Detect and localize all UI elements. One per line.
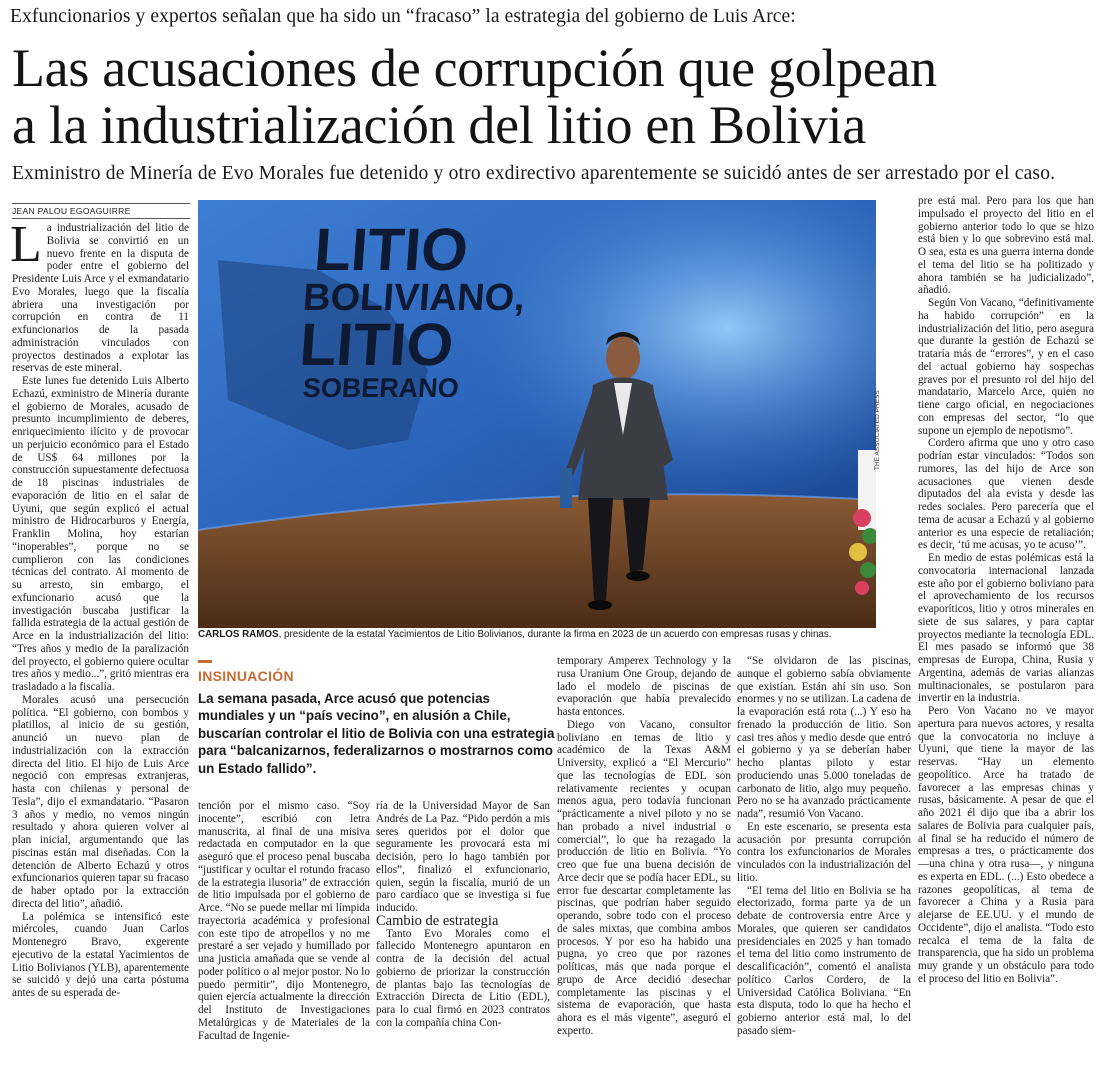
headline	[12, 40, 1092, 154]
paragraph: En medio de estas polémicas está la convocatoria internacional lanzada este año por el gobierno boliviano para el aprovechamiento de los recursos evaporíticos, litio y otros minerales en siete de sus salares, y para captar proyectos mediante la tecnología EDL. El mes pasado se informó que 38 empresas de Europa, China, Rusia y Argentina, además de varias alianzas multinacionales, se postularon para invertir en la industria.	[918, 552, 1094, 705]
screen-text-1: LITIO	[312, 216, 471, 283]
box-label: INSINUACIÓN	[198, 668, 294, 684]
headline-line-2: a la industrialización del litio en Bolivia	[12, 95, 866, 155]
paragraph: “Se olvidaron de las piscinas, aunque el gobierno sabía obviamente que existían. Están ahí sin uso. Son enormes y no se utilizan. La cadena de la evaporación está rota (...) Y eso ha frenado la producción de litio. Son casi tres años y medio desde que entró el gobierno y ya se deberían haber hecho plantas piloto y estar produciendo unas 5.000 toneladas de carbonato de litio, algo muy pequeño. Pero no se ha avanzado prácticamente nada”, resumió Von Vacano.	[737, 655, 911, 820]
paragraph: Cordero afirma que uno y otro caso podrían estar vinculados: “Todos son rumores, las del hijo de Arce son acusaciones que vienen desde diputados del ala evista y desde las redes sociales. Pero parecería que el tema de acusar a Echazú y al gobierno anterior es una especie de retaliación; es decir, ‘tú me acusas, yo te acuso’”.	[918, 437, 1094, 552]
screen-text-3: LITIO	[297, 311, 456, 378]
column-5	[737, 655, 911, 1038]
main-photo	[198, 200, 876, 628]
paragraph: Morales acusó una persecución política. “El gobierno, con bombos y platillos, al inicio de su gestión, anunció un nuevo plan de industrialización con la extracción directa del litio. El hijo de Luis Arce negoció con empresas extranjeras, hasta con chilenas y personal de Tesla”, dijo el exmandatario. “Pasaron 3 años y medio, no vemos ningún resultado y ahora quieren volver al plan inicial, argumentando que las piscinas están mal diseñadas. Con la detención de Alberto Echazú y otros exfuncionarios quieren tapar su fracaso de haber optado por la extracción directa del litio”, añadió.	[12, 693, 189, 910]
screen-text-4: SOBERANO	[301, 373, 460, 403]
drop-cap: L	[10, 216, 42, 273]
byline: JEAN PALOU EGOAGUIRRE	[12, 203, 190, 219]
paragraph: Tanto Evo Morales como el fallecido Montenegro apuntaron en contra de la decisión del actual gobierno de priorizar la construcción de plantas bajo las tecnologías de Extracción Directa de Litio (EDL), para lo cual firmó en 2023 contratos con la compañía china Con-	[376, 927, 550, 1029]
paragraph	[10, 216, 189, 375]
screen-text-2: BOLIVIANO,	[301, 277, 527, 319]
paragraph: Diego von Vacano, consultor boliviano en temas de litio y académico de la Texas A&M University, explicó a “El Mercurio” que las tecnologías de EDL son relativamente recientes y ocupan menos agua, pero todavía funcionan “prácticamente a nivel piloto y no se han probado a nivel industrial o comercial”, lo que ha rezagado la producción de litio en Bolivia. “Yo creo que fue una buena decisión de Arce decir que se podía hacer EDL, su error fue descartar completamente las piscinas, que podrían haber seguido operando, sobre todo con el proceso de sales mixtas, que combina ambos procesos. Y por eso ha habido una pugna, yo creo que por razones políticas, más que nada porque el grupo de Arce decidió desechar completamente las piscinas y el sistema de evaporación, que hasta ahora es el más vigente”, aseguró el experto.	[557, 718, 731, 1037]
column-1	[10, 216, 189, 1000]
paragraph: La polémica se intensificó este miércoles, cuando Juan Carlos Montenegro Bravo, exgerente ejecutivo de la estatal Yacimientos de Litio Bolivianos (YLB), aparentemente se suicidó y dejó una carta póstuma antes de su esperada de-	[12, 910, 189, 999]
paragraph: Este lunes fue detenido Luis Alberto Echazú, exministro de Minería durante el gobierno de Morales, acusado de presunto incumplimiento de deberes, enriquecimiento ilícito y de provocar un perjuicio económico para el Estado de US$ 64 millones por la construcción supuestamente defectuosa de 18 piscinas industriales de evaporación de litio en el salar de Uyuni, que según explicó el actual ministro de Hidrocarburos y Energía, Franklin Molina, hoy estarían “inoperables”, porque no se cumplieron con las condiciones técnicas del contrato. Al momento de su arresto, sin embargo, el exfuncionario acusó que la investigación buscaba justificar la fallida estrategia de la actual gestión de Arce en la industrialización del litio: “Tres años y medio de la paralización del proyecto, el gobierno quiere ocultar tres años y medio...”, gritó mientras era trasladado a la fiscalía.	[12, 375, 189, 693]
paragraph: Pero Von Vacano no ve mayor apertura para nuevos actores, y resalta que la convocatoria no incluye a Uyuni, que tiene la mayor de las reservas. “Hay un elemento geopolítico. Arce ha tratado de favorecer a las empresas chinas y rusas, básicamente. A pesar de que el año 2021 él dijo que iba a abrir los salares de Bolivia para cualquier país, al final se ha reducido el número de empresas a tres, o prácticamente dos —una china y otra rusa—, y ninguna es experta en EDL. (...) Esto obedece a razones geopolíticas, al tema de favorecer a China y a Rusia para alejarse de EE.UU. y el mundo de Occidente”, dijo el analista. “Todo esto recalca el tema de la falta de transparencia, que ha sido un problema muy grande y un obstáculo para todo el proceso del litio en Bolivia”.	[918, 705, 1094, 985]
deck: Exministro de Minería de Evo Morales fue detenido y otro exdirectivo aparentemente se suicidó antes de ser arrestado por el caso.	[12, 163, 1056, 184]
column-6	[918, 195, 1094, 986]
box-rule	[198, 660, 212, 663]
headline-line-1: Las acusaciones de corrupción que golpean	[12, 38, 937, 98]
photo-credit: THE ASSOCIATED PRESS	[874, 390, 881, 470]
paragraph-text: a industrialización del litio de Bolivia se convirtió en un nuevo frente en la disputa de poder entre el gobierno del Presidente Luis Arce y el exmandatario Evo Morales, luego que la fiscalía abriera una investigación por corrupción en contra de 11 exfuncionarios de la pasada administración vinculados con proyectos destinados a explotar las reservas de este mineral.	[12, 222, 189, 375]
photo-illustration	[198, 200, 876, 628]
pull-quote: La semana pasada, Arce acusó que potencias mundiales y un “país vecino”, en alusión a Chile, buscarían controlar el litio de Bolivia con una estrategia para “balcanizarnos, federalizarnos o mostrarnos como un Estado fallido”.	[198, 691, 555, 776]
kicker: Exfuncionarios y expertos señalan que ha sido un “fracaso” la estrategia del gobierno de Luis Arce:	[10, 6, 796, 27]
column-4	[557, 655, 731, 1038]
column-3	[376, 800, 550, 1030]
column-2	[198, 800, 370, 1042]
photo-caption	[198, 629, 888, 640]
subheading: Cambio de estrategia	[376, 912, 499, 929]
paragraph: pre está mal. Pero para los que han impulsado el proyecto del litio en el gobierno anterior todo lo que se hizo está bien y lo que sobrevino está mal. O sea, esta es una guerra interna donde el tema del litio se ha politizado y ahora también se ha judicializado”, añadió.	[918, 195, 1094, 297]
paragraph: tención por el mismo caso. “Soy inocente”, escribió con letra manuscrita, al final de una misiva redactada en computador en la que aseguró que el proceso penal buscaba “justificar y ocultar el rotundo fracaso de la estrategia ilusoria” de extracción de litio impulsada por el gobierno de Arce. “No se puede mellar mi límpida trayectoria académica y profesional con este tipo de atropellos y no me prestaré a ser vejado y humillado por una justicia amañada que se vende al poder político o al mejor postor. No lo puedo permitir”, dijo Montenegro, quien ejercía actualmente la dirección del Instituto de Investigaciones Metalúrgicas y de Materiales de la Facultad de Ingenie-	[198, 800, 370, 1042]
paragraph: “El tema del litio en Bolivia se ha electorizado, forma parte ya de un debate de controversia entre Arce y Morales, que quieren ser candidatos presidenciales en 2025 y han tomado el tema del litio como instrumento de descalificación”, comentó el analista político Carlos Cordero, de la Universidad Católica Boliviana. “En esta disputa, todo lo que ha hecho el gobierno anterior está mal, lo del pasado siem-	[737, 884, 911, 1037]
paragraph: temporary Amperex Technology y la rusa Uranium One Group, dejando de lado el modelo de piscinas de evaporación que había prevalecido hasta entonces.	[557, 655, 731, 718]
paragraph: En este escenario, se presenta esta acusación por presunta corrupción contra los exfuncionarios de Morales vinculados con la industrialización del litio.	[737, 820, 911, 884]
caption-text: , presidente de la estatal Yacimientos de Litio Bolivianos, durante la firma en 2023 de un acuerdo con empresas rusas y chinas.	[278, 629, 832, 640]
paragraph: Según Von Vacano, “definitivamente ha habido corrupción” en la industrialización del litio, pero asegura que durante la gestión de Echazú se trataría más de “errores”, y en el caso del actual gobierno hay sospechas graves por el presunto rol del hijo del mandatario, Marcelo Arce, quien no tiene cargo oficial, en negociaciones con empresas del sector, “lo que supone un ejemplo de nepotismo”.	[918, 297, 1094, 437]
caption-name: CARLOS RAMOS	[198, 629, 279, 640]
paragraph: ría de la Universidad Mayor de San Andrés de La Paz. “Pido perdón a mis seres queridos por el dolor que seguramente les provocará esta mi decisión, pero lo hago también por ellos”, finalizó el exfuncionario, quien, según la fiscalía, murió de un paro cardíaco que se investiga si fue inducido.	[376, 800, 550, 914]
